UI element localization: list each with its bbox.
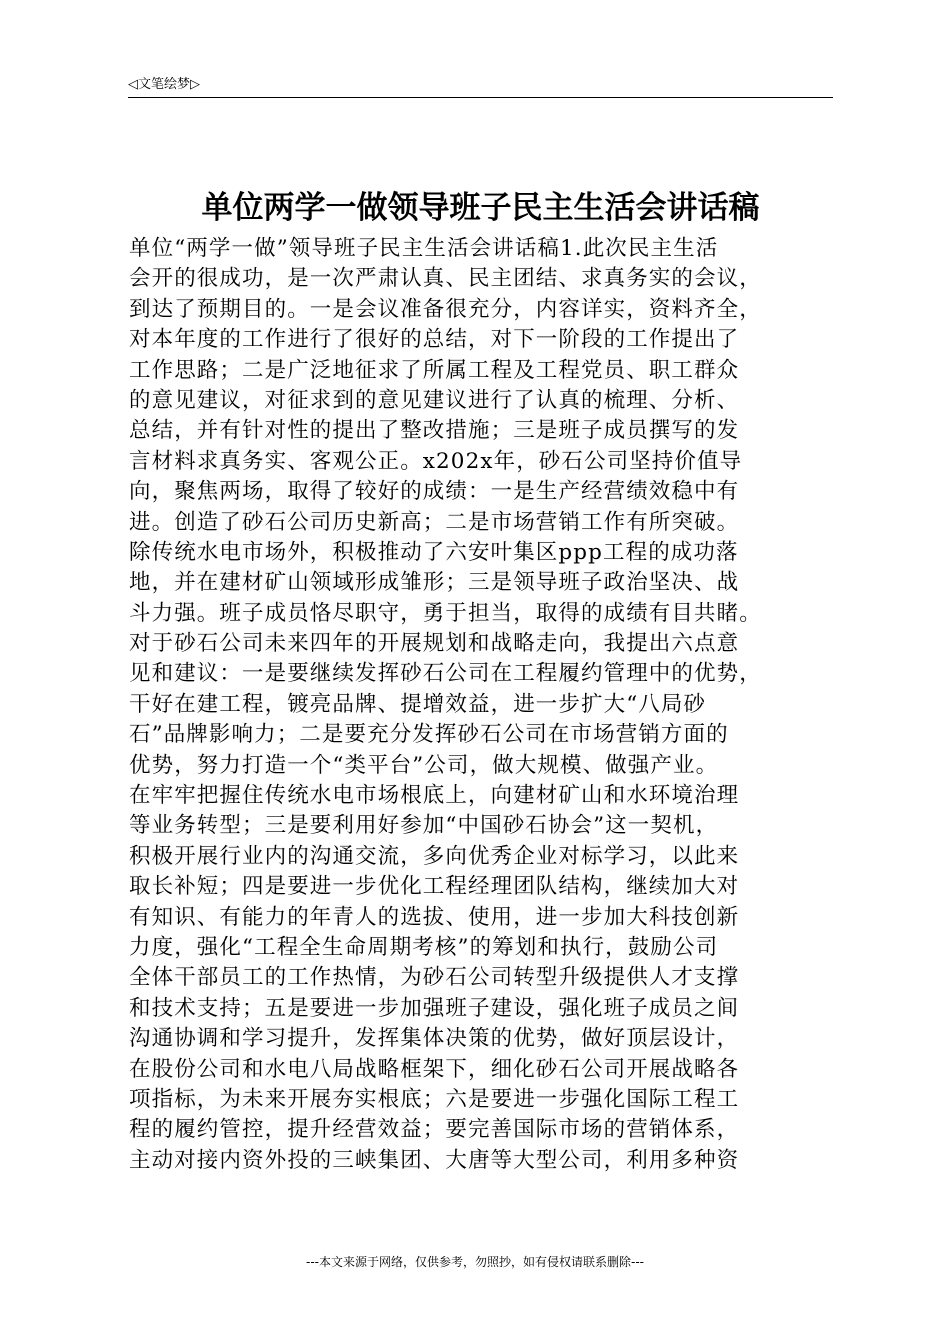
body-line: 全体干部员工的工作热情，为砂石公司转型升级提供人才支撑 bbox=[129, 965, 740, 991]
header-divider bbox=[128, 97, 833, 98]
body-line: 沟通协调和学习提升，发挥集体决策的优势，做好顶层设计， bbox=[129, 1026, 740, 1052]
body-line: 积极开展行业内的沟通交流，多向优秀企业对标学习，以此来 bbox=[129, 843, 740, 869]
body-line: 到达了预期目的。一是会议准备很充分，内容详实，资料齐全， bbox=[129, 296, 762, 322]
page-footer-disclaimer: ---本文来源于网络，仅供参考，勿照抄，如有侵权请联系删除--- bbox=[306, 1255, 644, 1269]
body-line: 石”品牌影响力；二是要充分发挥砂石公司在市场营销方面的 bbox=[129, 722, 729, 748]
page-header-label: ◁文笔绘梦▷ bbox=[128, 77, 200, 92]
body-line: 有知识、有能力的年青人的选拔、使用，进一步加大科技创新 bbox=[129, 904, 740, 930]
body-line: 总结，并有针对性的提出了整改措施；三是班子成员撰写的发 bbox=[129, 418, 740, 444]
body-line: 工作思路；二是广泛地征求了所属工程及工程党员、职工群众 bbox=[129, 357, 740, 383]
body-line: 向，聚焦两场，取得了较好的成绩：一是生产经营绩效稳中有 bbox=[129, 479, 740, 505]
body-line: 进。创造了砂石公司历史新高；二是市场营销工作有所突破。 bbox=[129, 509, 740, 535]
body-line: 除传统水电市场外，积极推动了六安叶集区ppp工程的成功落 bbox=[129, 539, 739, 565]
document-body bbox=[129, 234, 834, 1176]
body-line: 等业务转型；三是要利用好参加“中国砂石协会”这一契机， bbox=[129, 813, 719, 839]
body-line: 斗力强。班子成员恪尽职守，勇于担当，取得的成绩有目共睹。 bbox=[129, 600, 762, 626]
body-line: 在股份公司和水电八局战略框架下，细化砂石公司开展战略各 bbox=[129, 1056, 740, 1082]
body-line: 力度，强化“工程全生命周期考核”的筹划和执行，鼓励公司 bbox=[129, 934, 719, 960]
body-line: 对本年度的工作进行了很好的总结，对下一阶段的工作提出了 bbox=[129, 327, 740, 353]
body-line: 和技术支持；五是要进一步加强班子建设，强化班子成员之间 bbox=[129, 995, 740, 1021]
body-line: 对于砂石公司未来四年的开展规划和战略走向，我提出六点意 bbox=[129, 631, 740, 657]
body-line: 会开的很成功，是一次严肃认真、民主团结、求真务实的会议， bbox=[129, 266, 762, 292]
body-line: 干好在建工程，镀亮品牌、提增效益，进一步扩大“八局砂 bbox=[129, 691, 707, 717]
body-line: 项指标，为未来开展夯实根底；六是要进一步强化国际工程工 bbox=[129, 1086, 740, 1112]
body-line: 见和建议：一是要继续发挥砂石公司在工程履约管理中的优势， bbox=[129, 661, 762, 687]
body-line: 优势，努力打造一个“类平台”公司，做大规模、做强产业。 bbox=[129, 752, 719, 778]
document-title: 单位两学一做领导班子民主生活会讲话稿 bbox=[201, 190, 760, 226]
body-line: 主动对接内资外投的三峡集团、大唐等大型公司，利用多种资 bbox=[129, 1147, 740, 1173]
body-line: 程的履约管控，提升经营效益；要完善国际市场的营销体系， bbox=[129, 1117, 740, 1143]
body-line: 在牢牢把握住传统水电市场根底上，向建材矿山和水环境治理 bbox=[129, 783, 740, 809]
body-line: 地，并在建材矿山领域形成雏形；三是领导班子政治坚决、战 bbox=[129, 570, 740, 596]
body-line: 言材料求真务实、客观公正。x202x年，砂石公司坚持价值导 bbox=[129, 448, 743, 474]
body-line: 取长补短；四是要进一步优化工程经理团队结构，继续加大对 bbox=[129, 874, 740, 900]
body-line: 的意见建议，对征求到的意见建议进行了认真的梳理、分析、 bbox=[129, 387, 740, 413]
body-line: 单位“两学一做”领导班子民主生活会讲话稿1.此次民主生活 bbox=[129, 236, 719, 261]
